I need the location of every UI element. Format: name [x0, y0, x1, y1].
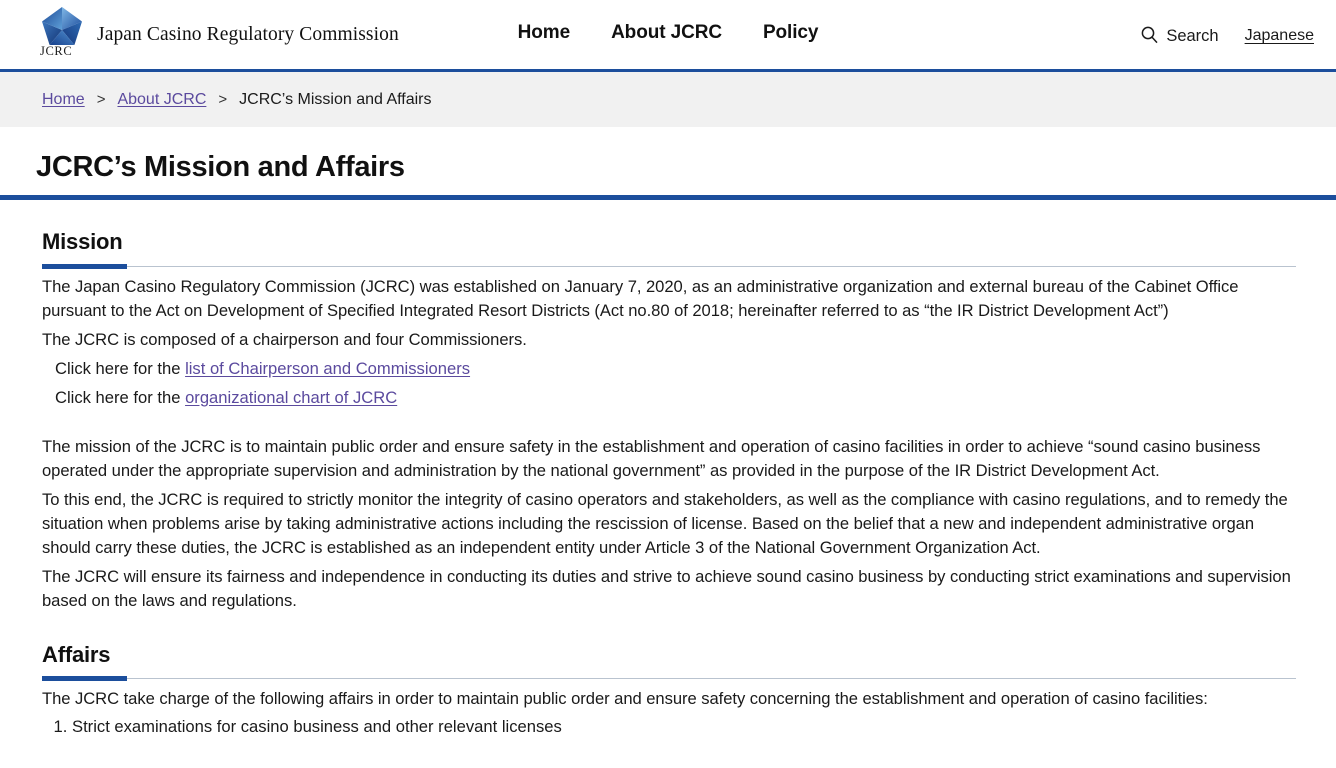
main-content — [0, 228, 1336, 739]
site-header — [0, 0, 1336, 72]
section-heading-mission: Mission — [42, 229, 123, 254]
nav-item-about-jcrc[interactable]: About JCRC — [611, 22, 722, 43]
main-navigation — [518, 22, 819, 44]
affairs-intro: The JCRC take charge of the following affairs in order to maintain public order and ensure safety concerning the establishment and operation of casino facilities: — [42, 689, 1208, 708]
header-utilities — [1140, 25, 1314, 47]
breadcrumb-item-about-jcrc — [117, 91, 206, 109]
mission-paragraph-3: The mission of the JCRC is to maintain public order and ensure safety in the establishment and operation of casino facilities in order to achieve “sound casino business operated under the appropriate supervision and administration by the national government” as provided in the purpose of the IR District Development Act. — [42, 436, 1261, 480]
mission-paragraph-5: The JCRC will ensure its fairness and independence in conducting its duties and strive to achieve sound casino business by conducting strict examinations and supervision based on the laws and regulations. — [42, 566, 1291, 610]
site-brand-abbr: JCRC — [40, 44, 73, 58]
page-title-area — [0, 127, 1336, 195]
search-icon — [1140, 25, 1159, 47]
section-divider — [42, 266, 1296, 267]
breadcrumb-list — [42, 91, 432, 109]
search-button-label: Search — [1166, 26, 1219, 45]
mission-paragraph-2: The JCRC is composed of a chairperson and four Commissioners. — [42, 329, 527, 349]
page-title-divider — [0, 195, 1336, 200]
breadcrumb-separator: > — [218, 91, 228, 108]
section-mission — [42, 228, 1296, 613]
breadcrumb-link-about-jcrc[interactable]: About JCRC — [117, 90, 207, 108]
site-logo-link[interactable] — [36, 7, 399, 63]
list-item: 1. Strict examinations for casino business and other relevant licenses — [72, 715, 1296, 739]
section-divider — [42, 678, 1296, 679]
mission-link-line-2 — [55, 386, 1296, 410]
search-button[interactable] — [1140, 25, 1218, 47]
mission-link-line-1 — [55, 357, 1296, 381]
breadcrumb — [0, 72, 1336, 127]
click-here-label: Click here for the — [55, 358, 181, 378]
nav-item-policy[interactable]: Policy — [762, 22, 819, 43]
click-here-label: Click here for the — [55, 387, 181, 407]
page-title: JCRC’s Mission and Affairs — [36, 151, 405, 183]
section-heading-affairs: Affairs — [42, 641, 111, 667]
mission-paragraph-1: The Japan Casino Regulatory Commission (JCRC) was established on January 7, 2020, as an administrative organization and external bureau of the Cabinet Office pursuant to the Act on Development of Specified Integrated Resort Districts (Act no.80 of 2018; hereinafter referred to as “the IR District Development Act”) — [42, 276, 1239, 320]
language-switch-japanese[interactable]: Japanese — [1244, 27, 1314, 44]
breadcrumb-item-home — [42, 91, 85, 109]
link-organizational-chart[interactable]: organizational chart of JCRC — [185, 387, 398, 407]
nav-item-home[interactable]: Home — [517, 22, 571, 43]
spacer — [42, 410, 1296, 430]
link-chairperson-commissioners-list[interactable]: list of Chairperson and Commissioners — [185, 358, 471, 378]
mission-paragraph-4: To this end, the JCRC is required to strictly monitor the integrity of casino operators and stakeholders, as well as the compliance with casino regulations, and to remedy the situation when problems arise by taking administrative actions including the rescission of license. Based on the belief that a new and independent administrative organ should carry these duties, the JCRC is established as an independent entity under Article 3 of the National Government Organization Act. — [42, 489, 1288, 557]
breadcrumb-current-page: JCRC’s Mission and Affairs — [239, 90, 432, 108]
breadcrumb-link-home[interactable]: Home — [42, 90, 85, 108]
breadcrumb-separator: > — [96, 91, 106, 108]
site-brand-name: Japan Casino Regulatory Commission — [97, 23, 399, 45]
affairs-list — [42, 715, 1296, 739]
section-affairs — [42, 641, 1296, 740]
